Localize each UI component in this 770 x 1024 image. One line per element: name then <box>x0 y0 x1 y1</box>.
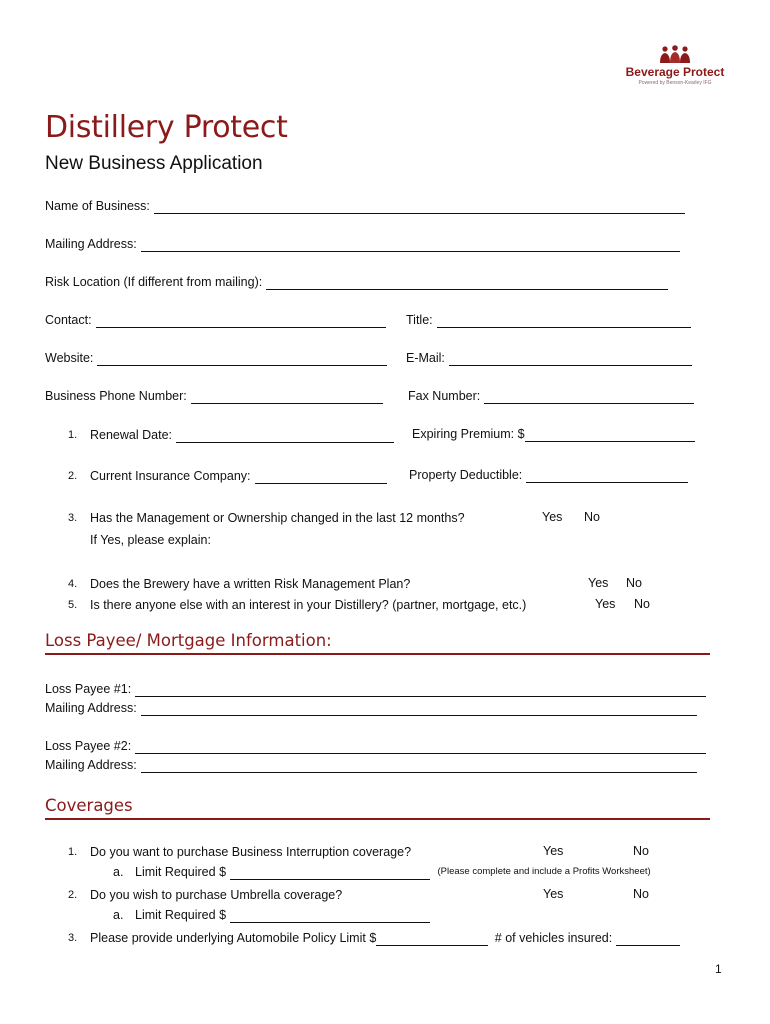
page-title: Distillery Protect <box>45 110 288 145</box>
coverage-2-limit-field[interactable] <box>230 908 430 923</box>
insurance-company-field[interactable] <box>255 469 387 484</box>
loss-payee-1-mailing-row <box>45 700 697 716</box>
mailing-address-row <box>45 236 680 252</box>
question-4-yes[interactable]: Yes <box>588 576 609 590</box>
loss-payee-2-row <box>45 738 706 754</box>
phone-field[interactable] <box>191 389 383 404</box>
risk-location-row <box>45 274 668 290</box>
question-2 <box>68 467 387 484</box>
coverage-1-yes[interactable]: Yes <box>543 844 564 858</box>
business-name-row <box>45 198 685 214</box>
email-field[interactable] <box>449 351 692 366</box>
property-deductible-field[interactable] <box>526 468 688 483</box>
expiring-premium-label: Expiring Premium: $ <box>412 427 525 441</box>
phone-row <box>45 388 383 404</box>
auto-policy-limit-label: Please provide underlying Automobile Policy Limit $ <box>90 931 377 945</box>
business-name-field[interactable] <box>154 199 685 214</box>
insurance-company-label: Current Insurance Company: <box>90 469 251 483</box>
auto-policy-limit-field[interactable] <box>376 931 488 946</box>
question-3-explain: If Yes, please explain: <box>90 533 211 547</box>
loss-payee-2-mailing-label: Mailing Address: <box>45 758 137 772</box>
expiring-premium-field[interactable] <box>525 427 695 442</box>
phone-label: Business Phone Number: <box>45 389 187 403</box>
business-name-label: Name of Business: <box>45 199 150 213</box>
question-number: 4. <box>68 578 78 590</box>
coverages-heading: Coverages <box>45 796 710 820</box>
coverage-2-yes[interactable]: Yes <box>543 887 564 901</box>
website-field[interactable] <box>97 351 387 366</box>
risk-location-label: Risk Location (If different from mailing): <box>45 275 263 289</box>
loss-payee-1-mailing-field[interactable] <box>141 701 697 716</box>
contact-label: Contact: <box>45 313 92 327</box>
email-row <box>406 350 692 366</box>
question-3-label: Has the Management or Ownership changed in the last 12 months? <box>90 511 465 525</box>
vehicles-insured-label: # of vehicles insured: <box>494 931 613 945</box>
title-row <box>406 312 691 328</box>
question-5-label: Is there anyone else with an interest in your Distillery? (partner, mortgage, etc.) <box>90 598 527 612</box>
contact-field[interactable] <box>96 313 386 328</box>
question-number: 5. <box>68 599 78 611</box>
question-4-no[interactable]: No <box>626 576 642 590</box>
coverage-1-limit-label: Limit Required $ <box>135 865 227 879</box>
question-3 <box>68 509 465 526</box>
loss-payee-1-mailing-label: Mailing Address: <box>45 701 137 715</box>
question-number: 3. <box>68 512 78 524</box>
logo-tagline: Powered by Benson-Kearley IFG <box>638 80 712 86</box>
renewal-date-label: Renewal Date: <box>90 428 172 442</box>
coverage-1-limit-row <box>113 864 651 880</box>
page-subtitle: New Business Application <box>45 153 263 174</box>
beverage-protect-logo <box>622 44 728 86</box>
question-number: 1. <box>68 429 78 441</box>
coverage-2-sub-letter: a. <box>113 908 124 922</box>
question-3-yes[interactable]: Yes <box>542 510 563 524</box>
loss-payee-2-mailing-field[interactable] <box>141 758 697 773</box>
coverage-1-label: Do you want to purchase Business Interruption coverage? <box>90 845 412 859</box>
people-icon <box>658 44 692 64</box>
coverage-2-limit-label: Limit Required $ <box>135 908 227 922</box>
coverage-number: 3. <box>68 932 78 944</box>
coverage-2 <box>68 886 342 903</box>
coverage-2-label: Do you wish to purchase Umbrella coverage? <box>90 888 343 902</box>
question-5-yes[interactable]: Yes <box>595 597 616 611</box>
email-label: E-Mail: <box>406 351 445 365</box>
coverage-1-limit-field[interactable] <box>230 865 430 880</box>
loss-payee-1-field[interactable] <box>135 682 706 697</box>
logo-name: Beverage Protect <box>625 65 725 79</box>
website-row <box>45 350 387 366</box>
question-number: 2. <box>68 470 78 482</box>
coverage-1-no[interactable]: No <box>633 844 649 858</box>
property-deductible-label: Property Deductible: <box>409 468 523 482</box>
coverage-number: 1. <box>68 846 78 858</box>
loss-payee-2-mailing-row <box>45 757 697 773</box>
coverage-2-limit-row <box>113 907 430 923</box>
property-deductible-row <box>409 467 688 483</box>
mailing-address-field[interactable] <box>141 237 680 252</box>
question-3-no[interactable]: No <box>584 510 600 524</box>
fax-label: Fax Number: <box>408 389 481 403</box>
fax-row <box>408 388 694 404</box>
page-number: 1 <box>715 962 722 976</box>
vehicles-insured-field[interactable] <box>616 931 680 946</box>
coverage-3 <box>68 929 680 946</box>
title-label: Title: <box>406 313 433 327</box>
coverage-2-no[interactable]: No <box>633 887 649 901</box>
loss-payee-1-label: Loss Payee #1: <box>45 682 132 696</box>
question-5 <box>68 596 526 613</box>
coverage-number: 2. <box>68 889 78 901</box>
expiring-premium-row <box>412 426 695 442</box>
question-5-no[interactable]: No <box>634 597 650 611</box>
mailing-address-label: Mailing Address: <box>45 237 137 251</box>
profits-worksheet-note: (Please complete and include a Profits Worksheet) <box>437 866 651 877</box>
question-4 <box>68 575 410 592</box>
title-field[interactable] <box>437 313 691 328</box>
coverage-1-sub-letter: a. <box>113 865 124 879</box>
renewal-date-field[interactable] <box>176 428 394 443</box>
loss-payee-2-field[interactable] <box>135 739 706 754</box>
fax-field[interactable] <box>484 389 694 404</box>
loss-payee-heading: Loss Payee/ Mortgage Information: <box>45 631 710 655</box>
website-label: Website: <box>45 351 94 365</box>
question-1 <box>68 426 394 443</box>
loss-payee-1-row <box>45 681 706 697</box>
contact-row <box>45 312 386 328</box>
risk-location-field[interactable] <box>266 275 668 290</box>
question-4-label: Does the Brewery have a written Risk Management Plan? <box>90 577 411 591</box>
coverage-1 <box>68 843 411 860</box>
loss-payee-2-label: Loss Payee #2: <box>45 739 132 753</box>
